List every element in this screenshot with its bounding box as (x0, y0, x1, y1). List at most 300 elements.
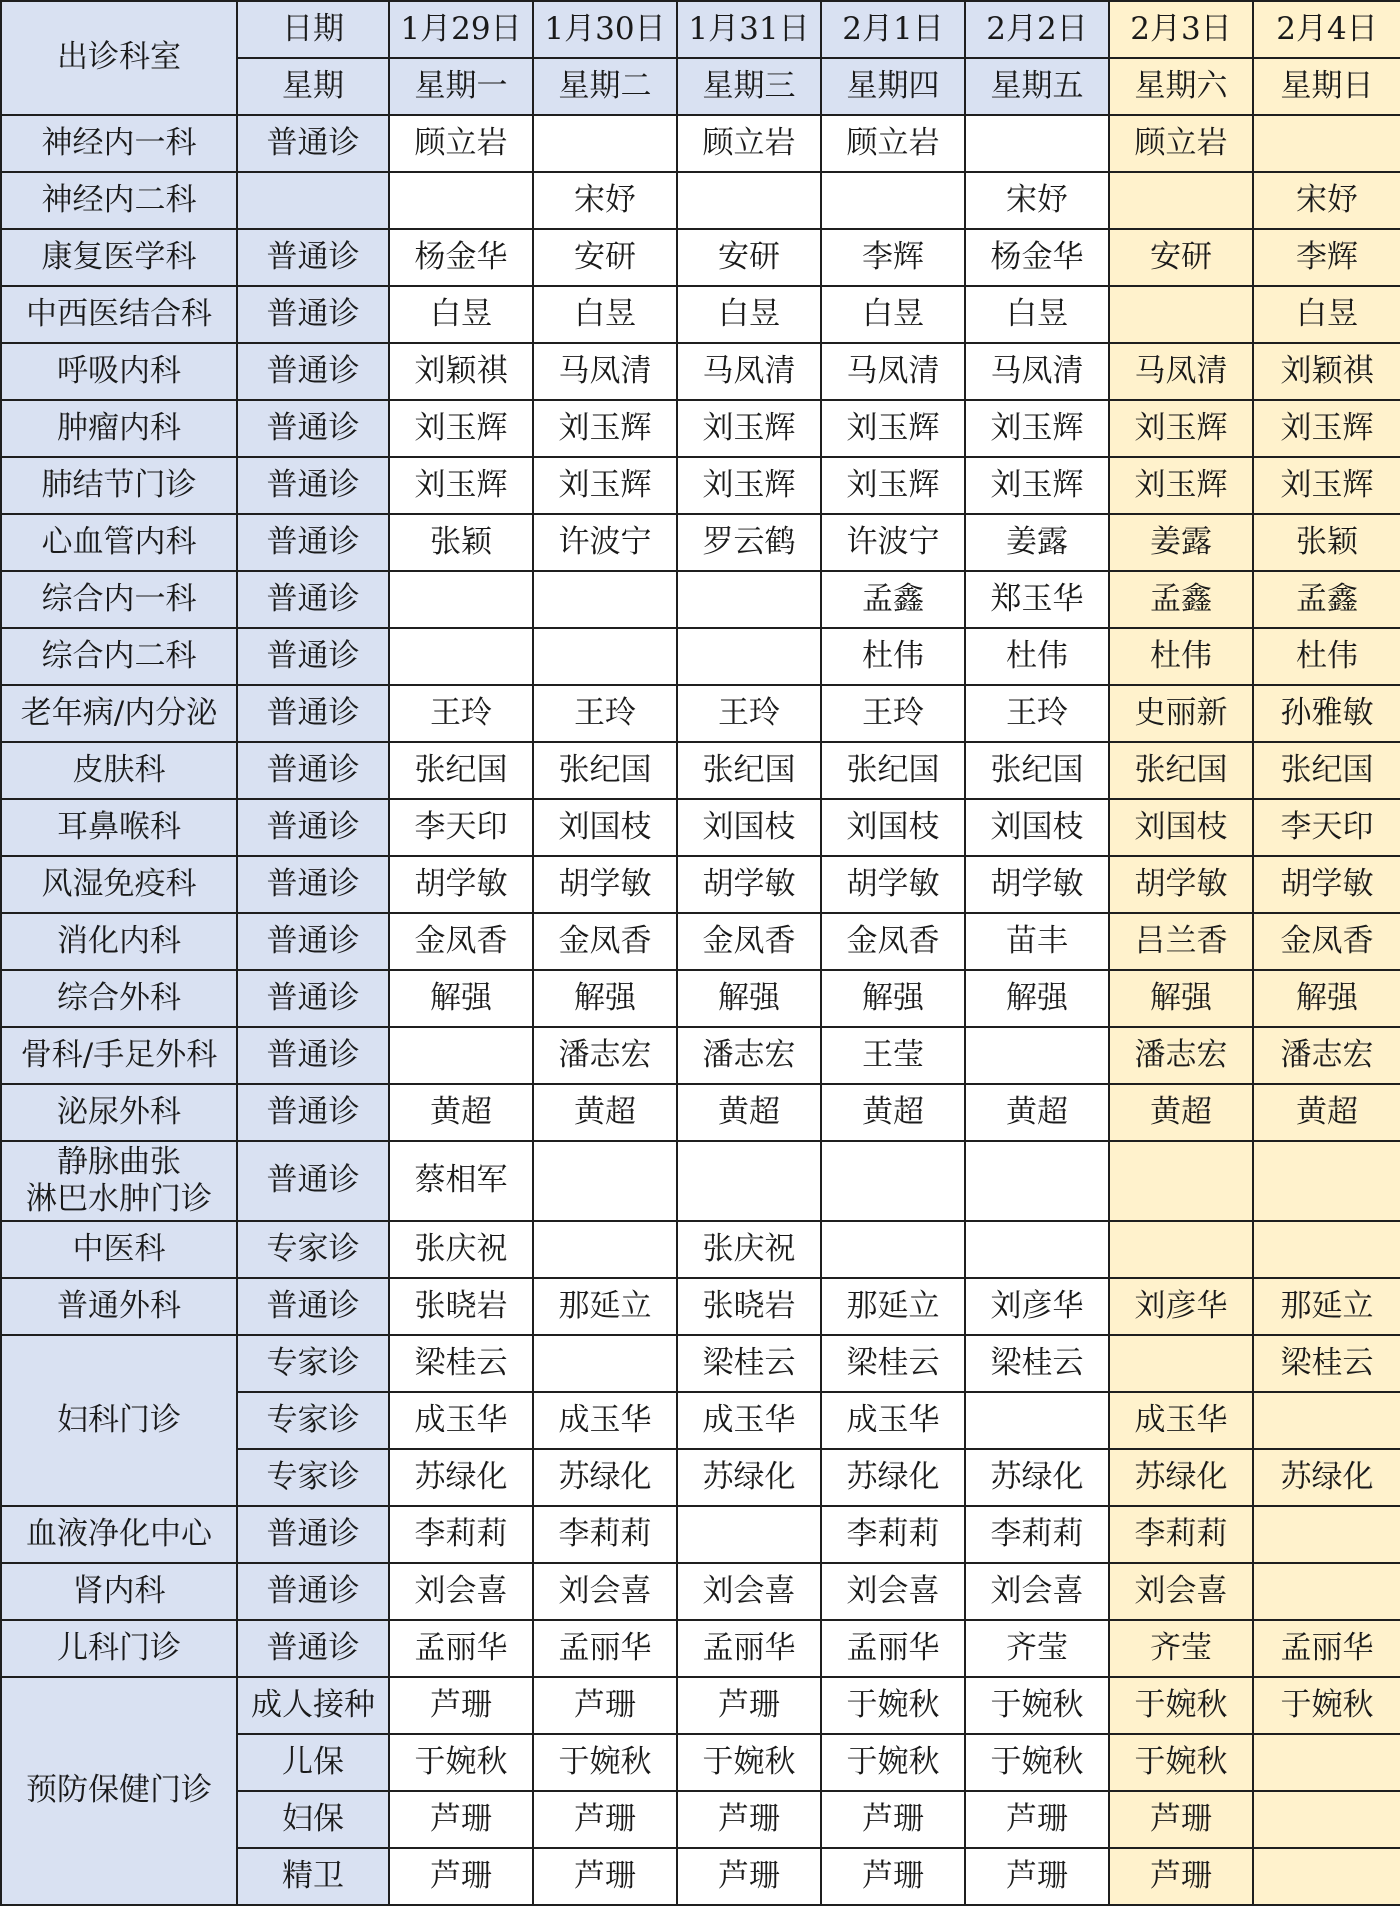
doctor-cell: 孙雅敏 (1253, 685, 1400, 742)
doctor-cell: 于婉秋 (389, 1734, 533, 1791)
doctor-cell: 苏绿化 (389, 1449, 533, 1506)
doctor-cell: 刘玉辉 (1253, 400, 1400, 457)
doctor-cell: 刘玉辉 (533, 400, 677, 457)
department-name: 呼吸内科 (1, 343, 237, 400)
doctor-cell: 刘玉辉 (677, 400, 821, 457)
doctor-cell (965, 1141, 1109, 1221)
doctor-cell: 白昱 (1253, 286, 1400, 343)
doctor-cell: 那延立 (821, 1278, 965, 1335)
doctor-cell: 孟鑫 (1253, 571, 1400, 628)
doctor-cell: 李莉莉 (821, 1506, 965, 1563)
doctor-cell (1253, 1221, 1400, 1278)
doctor-cell (1253, 1791, 1400, 1848)
clinic-type: 成人接种 (237, 1677, 389, 1734)
doctor-cell (1253, 1734, 1400, 1791)
doctor-cell: 孟鑫 (821, 571, 965, 628)
doctor-cell: 苏绿化 (1253, 1449, 1400, 1506)
doctor-cell: 刘会喜 (821, 1563, 965, 1620)
department-name: 综合内二科 (1, 628, 237, 685)
doctor-cell: 潘志宏 (1109, 1027, 1253, 1084)
clinic-type: 普通诊 (237, 742, 389, 799)
doctor-cell: 杜伟 (965, 628, 1109, 685)
doctor-cell: 刘会喜 (1109, 1563, 1253, 1620)
doctor-cell: 胡学敏 (677, 856, 821, 913)
doctor-cell: 孟丽华 (677, 1620, 821, 1677)
doctor-cell (533, 1221, 677, 1278)
doctor-cell: 于婉秋 (1109, 1734, 1253, 1791)
doctor-cell: 安研 (533, 229, 677, 286)
doctor-cell: 白昱 (677, 286, 821, 343)
schedule-row (1, 286, 1400, 343)
doctor-cell: 潘志宏 (533, 1027, 677, 1084)
department-name: 神经内二科 (1, 172, 237, 229)
doctor-cell: 孟丽华 (821, 1620, 965, 1677)
doctor-cell: 黄超 (821, 1084, 965, 1141)
department-name: 儿科门诊 (1, 1620, 237, 1677)
doctor-cell: 芦珊 (1109, 1848, 1253, 1905)
doctor-cell: 顾立岩 (677, 115, 821, 172)
department-name: 心血管内科 (1, 514, 237, 571)
schedule-row (1, 742, 1400, 799)
doctor-cell (677, 172, 821, 229)
weekday-cell: 星期六 (1109, 58, 1253, 115)
doctor-cell: 胡学敏 (1253, 856, 1400, 913)
doctor-cell: 于婉秋 (821, 1734, 965, 1791)
doctor-cell (1253, 1563, 1400, 1620)
date-label: 日期 (237, 1, 389, 58)
schedule-row (1, 514, 1400, 571)
doctor-cell: 李辉 (1253, 229, 1400, 286)
doctor-cell: 宋妤 (1253, 172, 1400, 229)
doctor-cell: 芦珊 (533, 1791, 677, 1848)
doctor-cell: 金凤香 (677, 913, 821, 970)
department-name: 普通外科 (1, 1278, 237, 1335)
doctor-cell: 金凤香 (533, 913, 677, 970)
doctor-cell (1109, 1141, 1253, 1221)
doctor-cell (677, 628, 821, 685)
schedule-row (1, 1620, 1400, 1677)
doctor-cell: 张纪国 (389, 742, 533, 799)
doctor-cell: 李莉莉 (533, 1506, 677, 1563)
doctor-cell: 齐莹 (1109, 1620, 1253, 1677)
doctor-cell: 刘玉辉 (1109, 457, 1253, 514)
doctor-cell: 孟丽华 (389, 1620, 533, 1677)
doctor-cell: 芦珊 (389, 1791, 533, 1848)
doctor-cell: 王莹 (821, 1027, 965, 1084)
schedule-row (1, 1677, 1400, 1734)
doctor-cell: 梁桂云 (1253, 1335, 1400, 1392)
doctor-cell: 杨金华 (965, 229, 1109, 286)
doctor-cell: 苏绿化 (821, 1449, 965, 1506)
doctor-cell: 芦珊 (1109, 1791, 1253, 1848)
doctor-cell: 芦珊 (965, 1791, 1109, 1848)
clinic-type: 普通诊 (237, 286, 389, 343)
schedule-row (1, 115, 1400, 172)
schedule-row (1, 343, 1400, 400)
doctor-cell: 刘会喜 (677, 1563, 821, 1620)
doctor-cell: 许波宁 (533, 514, 677, 571)
department-name: 皮肤科 (1, 742, 237, 799)
doctor-cell: 芦珊 (965, 1848, 1109, 1905)
clinic-type: 普通诊 (237, 856, 389, 913)
doctor-cell: 黄超 (533, 1084, 677, 1141)
schedule-row (1, 1084, 1400, 1141)
doctor-cell: 郑玉华 (965, 571, 1109, 628)
doctor-cell: 那延立 (533, 1278, 677, 1335)
doctor-cell: 刘国枝 (1109, 799, 1253, 856)
department-name: 肾内科 (1, 1563, 237, 1620)
doctor-cell: 刘颖祺 (389, 343, 533, 400)
doctor-cell: 解强 (677, 970, 821, 1027)
doctor-cell: 苏绿化 (965, 1449, 1109, 1506)
doctor-cell: 解强 (533, 970, 677, 1027)
doctor-cell: 刘彦华 (1109, 1278, 1253, 1335)
doctor-cell: 芦珊 (677, 1791, 821, 1848)
clinic-type: 妇保 (237, 1791, 389, 1848)
doctor-cell: 刘玉辉 (1253, 457, 1400, 514)
clinic-type: 专家诊 (237, 1221, 389, 1278)
schedule-row (1, 229, 1400, 286)
department-name: 耳鼻喉科 (1, 799, 237, 856)
clinic-type: 普通诊 (237, 1084, 389, 1141)
doctor-cell: 潘志宏 (1253, 1027, 1400, 1084)
clinic-type: 普通诊 (237, 571, 389, 628)
doctor-cell: 成玉华 (677, 1392, 821, 1449)
doctor-cell: 王玲 (533, 685, 677, 742)
doctor-cell: 金凤香 (821, 913, 965, 970)
schedule-row (1, 628, 1400, 685)
weekday-cell: 星期日 (1253, 58, 1400, 115)
clinic-type: 普通诊 (237, 970, 389, 1027)
clinic-type: 普通诊 (237, 628, 389, 685)
doctor-cell: 黄超 (1253, 1084, 1400, 1141)
doctor-cell: 张晓岩 (389, 1278, 533, 1335)
doctor-cell: 宋妤 (965, 172, 1109, 229)
doctor-cell: 解强 (1253, 970, 1400, 1027)
department-name: 肿瘤内科 (1, 400, 237, 457)
doctor-cell: 白昱 (389, 286, 533, 343)
clinic-type: 普通诊 (237, 343, 389, 400)
doctor-cell: 刘会喜 (965, 1563, 1109, 1620)
doctor-cell: 张颖 (389, 514, 533, 571)
doctor-cell (1253, 115, 1400, 172)
department-name: 神经内一科 (1, 115, 237, 172)
doctor-cell: 王玲 (389, 685, 533, 742)
clinic-type: 普通诊 (237, 1563, 389, 1620)
doctor-cell (533, 628, 677, 685)
doctor-cell (533, 115, 677, 172)
doctor-cell: 张纪国 (1253, 742, 1400, 799)
schedule-row (1, 400, 1400, 457)
doctor-cell: 齐莹 (965, 1620, 1109, 1677)
doctor-cell: 梁桂云 (965, 1335, 1109, 1392)
doctor-cell: 苗丰 (965, 913, 1109, 970)
department-name: 肺结节门诊 (1, 457, 237, 514)
doctor-cell: 张庆祝 (389, 1221, 533, 1278)
doctor-cell: 马凤清 (1109, 343, 1253, 400)
doctor-cell: 白昱 (821, 286, 965, 343)
schedule-row (1, 1506, 1400, 1563)
clinic-type: 专家诊 (237, 1449, 389, 1506)
doctor-cell (1109, 1221, 1253, 1278)
doctor-cell (533, 1335, 677, 1392)
clinic-type: 普通诊 (237, 229, 389, 286)
doctor-cell: 李莉莉 (1109, 1506, 1253, 1563)
doctor-cell: 于婉秋 (965, 1677, 1109, 1734)
doctor-cell: 刘玉辉 (533, 457, 677, 514)
doctor-cell: 吕兰香 (1109, 913, 1253, 970)
clinic-type: 普通诊 (237, 1141, 389, 1221)
doctor-cell (533, 1141, 677, 1221)
schedule-row (1, 856, 1400, 913)
doctor-cell: 刘玉辉 (965, 457, 1109, 514)
doctor-cell: 芦珊 (677, 1677, 821, 1734)
doctor-cell: 李天印 (389, 799, 533, 856)
doctor-cell: 于婉秋 (677, 1734, 821, 1791)
doctor-cell: 解强 (965, 970, 1109, 1027)
doctor-cell: 孟丽华 (533, 1620, 677, 1677)
doctor-cell: 金凤香 (1253, 913, 1400, 970)
schedule-row (1, 685, 1400, 742)
doctor-cell (821, 1221, 965, 1278)
doctor-cell: 张颖 (1253, 514, 1400, 571)
doctor-cell: 蔡相军 (389, 1141, 533, 1221)
weekday-cell: 星期四 (821, 58, 965, 115)
doctor-cell: 罗云鹤 (677, 514, 821, 571)
doctor-cell: 许波宁 (821, 514, 965, 571)
clinic-type (237, 172, 389, 229)
doctor-cell: 孟鑫 (1109, 571, 1253, 628)
doctor-cell (1109, 172, 1253, 229)
doctor-cell: 黄超 (389, 1084, 533, 1141)
doctor-cell: 刘玉辉 (677, 457, 821, 514)
doctor-cell (533, 571, 677, 628)
date-cell: 2月1日 (821, 1, 965, 58)
schedule-row (1, 571, 1400, 628)
doctor-cell: 马凤清 (965, 343, 1109, 400)
clinic-type: 专家诊 (237, 1392, 389, 1449)
doctor-cell: 杜伟 (1253, 628, 1400, 685)
doctor-cell: 白昱 (965, 286, 1109, 343)
department-name: 康复医学科 (1, 229, 237, 286)
department-name: 静脉曲张 淋巴水肿门诊 (1, 1141, 237, 1221)
weekday-label: 星期 (237, 58, 389, 115)
date-cell: 2月4日 (1253, 1, 1400, 58)
doctor-cell: 梁桂云 (677, 1335, 821, 1392)
doctor-cell: 刘国枝 (533, 799, 677, 856)
weekday-cell: 星期三 (677, 58, 821, 115)
header-row-dates (1, 1, 1400, 58)
doctor-cell: 黄超 (677, 1084, 821, 1141)
department-name: 骨科/手足外科 (1, 1027, 237, 1084)
doctor-cell: 胡学敏 (821, 856, 965, 913)
doctor-cell: 姜露 (1109, 514, 1253, 571)
date-cell: 1月31日 (677, 1, 821, 58)
doctor-cell: 苏绿化 (1109, 1449, 1253, 1506)
doctor-cell: 解强 (1109, 970, 1253, 1027)
doctor-cell: 于婉秋 (821, 1677, 965, 1734)
department-name: 风湿免疫科 (1, 856, 237, 913)
doctor-cell: 刘玉辉 (389, 400, 533, 457)
doctor-cell: 白昱 (533, 286, 677, 343)
date-cell: 2月2日 (965, 1, 1109, 58)
doctor-cell: 于婉秋 (533, 1734, 677, 1791)
doctor-cell: 于婉秋 (965, 1734, 1109, 1791)
doctor-cell: 李天印 (1253, 799, 1400, 856)
doctor-cell: 王玲 (821, 685, 965, 742)
doctor-cell (677, 1141, 821, 1221)
doctor-cell: 成玉华 (821, 1392, 965, 1449)
clinic-type: 普通诊 (237, 685, 389, 742)
doctor-cell: 那延立 (1253, 1278, 1400, 1335)
doctor-cell: 李莉莉 (389, 1506, 533, 1563)
doctor-cell: 王玲 (677, 685, 821, 742)
doctor-cell: 梁桂云 (389, 1335, 533, 1392)
doctor-cell: 顾立岩 (1109, 115, 1253, 172)
doctor-cell: 刘玉辉 (821, 457, 965, 514)
clinic-type: 普通诊 (237, 913, 389, 970)
doctor-cell: 苏绿化 (533, 1449, 677, 1506)
doctor-cell: 金凤香 (389, 913, 533, 970)
schedule-row (1, 1335, 1400, 1392)
doctor-cell: 刘国枝 (821, 799, 965, 856)
doctor-cell: 张纪国 (677, 742, 821, 799)
doctor-cell: 芦珊 (533, 1677, 677, 1734)
doctor-cell (1253, 1392, 1400, 1449)
doctor-cell: 杜伟 (1109, 628, 1253, 685)
department-name: 预防保健门诊 (1, 1677, 237, 1905)
doctor-cell: 于婉秋 (1253, 1677, 1400, 1734)
doctor-cell: 芦珊 (821, 1848, 965, 1905)
schedule-row (1, 913, 1400, 970)
doctor-cell: 成玉华 (533, 1392, 677, 1449)
doctor-cell (1109, 286, 1253, 343)
clinic-type: 普通诊 (237, 115, 389, 172)
doctor-cell: 芦珊 (677, 1848, 821, 1905)
clinic-type: 儿保 (237, 1734, 389, 1791)
doctor-cell: 张晓岩 (677, 1278, 821, 1335)
doctor-cell: 顾立岩 (389, 115, 533, 172)
doctor-cell: 芦珊 (821, 1791, 965, 1848)
doctor-cell: 解强 (821, 970, 965, 1027)
doctor-cell: 顾立岩 (821, 115, 965, 172)
date-cell: 1月29日 (389, 1, 533, 58)
doctor-cell (389, 571, 533, 628)
doctor-cell (965, 115, 1109, 172)
doctor-cell: 安研 (677, 229, 821, 286)
schedule-row (1, 172, 1400, 229)
clinic-type: 普通诊 (237, 514, 389, 571)
doctor-cell (389, 172, 533, 229)
schedule-row (1, 457, 1400, 514)
weekday-cell: 星期一 (389, 58, 533, 115)
doctor-cell (677, 571, 821, 628)
doctor-cell: 王玲 (965, 685, 1109, 742)
doctor-cell (1253, 1506, 1400, 1563)
doctor-cell: 安研 (1109, 229, 1253, 286)
weekday-cell: 星期二 (533, 58, 677, 115)
department-name: 消化内科 (1, 913, 237, 970)
doctor-cell: 刘国枝 (965, 799, 1109, 856)
department-name: 泌尿外科 (1, 1084, 237, 1141)
clinic-type: 普通诊 (237, 400, 389, 457)
doctor-cell (1253, 1141, 1400, 1221)
doctor-cell (821, 172, 965, 229)
schedule-row (1, 1278, 1400, 1335)
doctor-cell: 孟丽华 (1253, 1620, 1400, 1677)
doctor-cell (965, 1392, 1109, 1449)
date-cell: 2月3日 (1109, 1, 1253, 58)
doctor-cell: 刘玉辉 (821, 400, 965, 457)
doctor-cell: 马凤清 (821, 343, 965, 400)
department-name: 中医科 (1, 1221, 237, 1278)
doctor-cell (389, 628, 533, 685)
doctor-cell: 黄超 (1109, 1084, 1253, 1141)
doctor-cell: 张纪国 (965, 742, 1109, 799)
schedule-row (1, 1141, 1400, 1221)
doctor-cell: 刘国枝 (677, 799, 821, 856)
doctor-cell: 胡学敏 (389, 856, 533, 913)
clinic-type: 精卫 (237, 1848, 389, 1905)
doctor-cell: 芦珊 (533, 1848, 677, 1905)
corner-label: 出诊科室 (1, 1, 237, 115)
doctor-cell: 张庆祝 (677, 1221, 821, 1278)
doctor-cell: 李莉莉 (965, 1506, 1109, 1563)
doctor-cell (965, 1221, 1109, 1278)
doctor-cell: 苏绿化 (677, 1449, 821, 1506)
doctor-cell: 胡学敏 (1109, 856, 1253, 913)
doctor-cell (965, 1027, 1109, 1084)
doctor-cell: 胡学敏 (533, 856, 677, 913)
department-name: 血液净化中心 (1, 1506, 237, 1563)
schedule-row (1, 970, 1400, 1027)
doctor-cell: 张纪国 (821, 742, 965, 799)
doctor-cell: 姜露 (965, 514, 1109, 571)
doctor-cell (1109, 1335, 1253, 1392)
department-name: 妇科门诊 (1, 1335, 237, 1506)
doctor-cell: 刘玉辉 (1109, 400, 1253, 457)
department-name: 老年病/内分泌 (1, 685, 237, 742)
department-name: 综合内一科 (1, 571, 237, 628)
doctor-cell: 解强 (389, 970, 533, 1027)
department-name: 综合外科 (1, 970, 237, 1027)
schedule-row (1, 799, 1400, 856)
clinic-type: 普通诊 (237, 799, 389, 856)
doctor-cell: 马凤清 (677, 343, 821, 400)
doctor-cell (821, 1141, 965, 1221)
doctor-cell: 刘会喜 (389, 1563, 533, 1620)
department-name: 中西医结合科 (1, 286, 237, 343)
doctor-cell: 于婉秋 (1109, 1677, 1253, 1734)
clinic-type: 普通诊 (237, 1027, 389, 1084)
clinic-type: 普通诊 (237, 1278, 389, 1335)
doctor-cell: 刘会喜 (533, 1563, 677, 1620)
clinic-type: 普通诊 (237, 457, 389, 514)
doctor-cell (389, 1027, 533, 1084)
doctor-cell: 刘颖祺 (1253, 343, 1400, 400)
doctor-cell: 梁桂云 (821, 1335, 965, 1392)
schedule-row (1, 1563, 1400, 1620)
doctor-cell: 刘彦华 (965, 1278, 1109, 1335)
doctor-cell: 李辉 (821, 229, 965, 286)
doctor-cell: 马凤清 (533, 343, 677, 400)
doctor-cell: 杜伟 (821, 628, 965, 685)
doctor-cell: 史丽新 (1109, 685, 1253, 742)
doctor-cell: 张纪国 (1109, 742, 1253, 799)
schedule-row (1, 1027, 1400, 1084)
schedule-body (1, 1, 1400, 1905)
weekday-cell: 星期五 (965, 58, 1109, 115)
